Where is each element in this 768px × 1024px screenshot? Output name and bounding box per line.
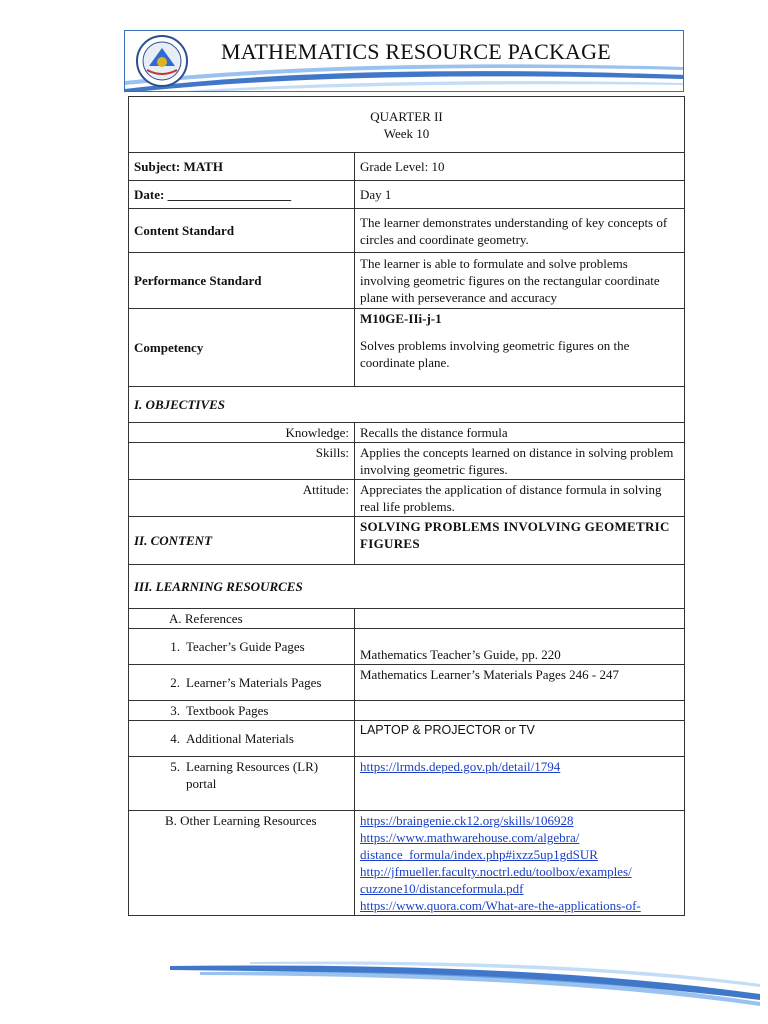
performance-standard-text: The learner is able to formulate and solve problems involving geometric figures on the rectangular coordinate plane with perseverance and accuracy <box>355 253 685 309</box>
subject-label: Subject: MATH <box>129 153 355 181</box>
day-label: Day 1 <box>355 181 685 209</box>
other-resources-label: B. Other Learning Resources <box>129 811 355 916</box>
reference-value: Mathematics Learner’s Materials Pages 246 - 247 <box>355 665 685 701</box>
objective-label: Skills: <box>129 443 355 480</box>
objective-text: Applies the concepts learned on distance in solving problem involving geometric figures. <box>355 443 685 480</box>
reference-row-additional-materials <box>129 721 685 757</box>
content-heading: II. CONTENT <box>129 517 355 565</box>
content-standard-label: Content Standard <box>129 209 355 253</box>
competency-text: Solves problems involving geometric figures on the coordinate plane. <box>360 338 630 370</box>
objectives-heading-row <box>129 387 685 423</box>
references-label: A. References <box>129 609 355 629</box>
resource-link[interactable]: https://www.quora.com/What-are-the-applications-of- <box>360 898 641 913</box>
reference-label: Textbook Pages <box>186 703 269 718</box>
objective-label: Knowledge: <box>129 423 355 443</box>
subject-row <box>129 153 685 181</box>
resource-link[interactable]: cuzzone10/distanceformula.pdf <box>360 881 524 896</box>
resources-heading-row <box>129 565 685 609</box>
resource-link[interactable]: http://jfmueller.faculty.noctrl.edu/toolbox/examples/ <box>360 864 632 879</box>
reference-number: 1. <box>170 639 180 654</box>
reference-row-learners-materials <box>129 665 685 701</box>
performance-standard-row <box>129 253 685 309</box>
reference-label: Additional Materials <box>186 731 294 746</box>
footer-swoosh-decoration <box>170 958 760 1008</box>
reference-number: 5. <box>170 759 180 774</box>
objective-row-knowledge <box>129 423 685 443</box>
objective-row-attitude <box>129 480 685 517</box>
other-resources-row <box>129 811 685 916</box>
reference-label: Learning Resources (LR) portal <box>186 759 319 791</box>
competency-row <box>129 309 685 387</box>
content-text: SOLVING PROBLEMS INVOLVING GEOMETRIC FIGURES <box>355 517 685 565</box>
objectives-heading: I. OBJECTIVES <box>129 387 685 423</box>
competency-code: M10GE-IIi-j-1 <box>360 311 442 326</box>
objective-text: Appreciates the application of distance formula in solving real life problems. <box>355 480 685 517</box>
lr-portal-link[interactable]: https://lrmds.deped.gov.ph/detail/1794 <box>360 759 561 774</box>
date-row <box>129 181 685 209</box>
page-title: MATHEMATICS RESOURCE PACKAGE <box>221 39 611 64</box>
objective-label: Attitude: <box>129 480 355 517</box>
references-row <box>129 609 685 629</box>
document-header <box>124 30 684 92</box>
reference-label: Learner’s Materials Pages <box>186 675 322 690</box>
resource-link[interactable]: https://braingenie.ck12.org/skills/106928 <box>360 813 574 828</box>
week-label: Week 10 <box>383 125 430 141</box>
objective-text: Recalls the distance formula <box>355 423 685 443</box>
reference-number: 2. <box>170 675 180 690</box>
resource-link[interactable]: https://www.mathwarehouse.com/algebra/ <box>360 830 580 845</box>
quarter-title: QUARTER II <box>370 108 443 124</box>
quarter-row <box>129 97 685 153</box>
date-label: Date: ___________________ <box>129 181 355 209</box>
reference-value: LAPTOP & PROJECTOR or TV <box>355 721 685 757</box>
objective-row-skills <box>129 443 685 480</box>
content-standard-row <box>129 209 685 253</box>
deped-seal-icon <box>135 34 189 88</box>
grade-level: Grade Level: 10 <box>355 153 685 181</box>
performance-standard-label: Performance Standard <box>129 253 355 309</box>
reference-row-lr-portal <box>129 757 685 811</box>
reference-label: Teacher’s Guide Pages <box>186 639 305 654</box>
reference-value: Mathematics Teacher’s Guide, pp. 220 <box>355 629 685 665</box>
reference-number: 3. <box>170 703 180 718</box>
lesson-plan-table <box>128 96 685 916</box>
content-row <box>129 517 685 565</box>
content-standard-text: The learner demonstrates understanding of key concepts of circles and coordinate geometry. <box>355 209 685 253</box>
reference-number: 4. <box>170 731 180 746</box>
resource-link[interactable]: distance_formula/index.php#ixzz5up1gdSUR <box>360 847 598 862</box>
competency-label: Competency <box>129 309 355 387</box>
other-resources-links <box>355 811 685 916</box>
reference-row-teachers-guide <box>129 629 685 665</box>
reference-value <box>355 701 685 721</box>
resources-heading: III. LEARNING RESOURCES <box>129 565 685 609</box>
reference-row-textbook <box>129 701 685 721</box>
